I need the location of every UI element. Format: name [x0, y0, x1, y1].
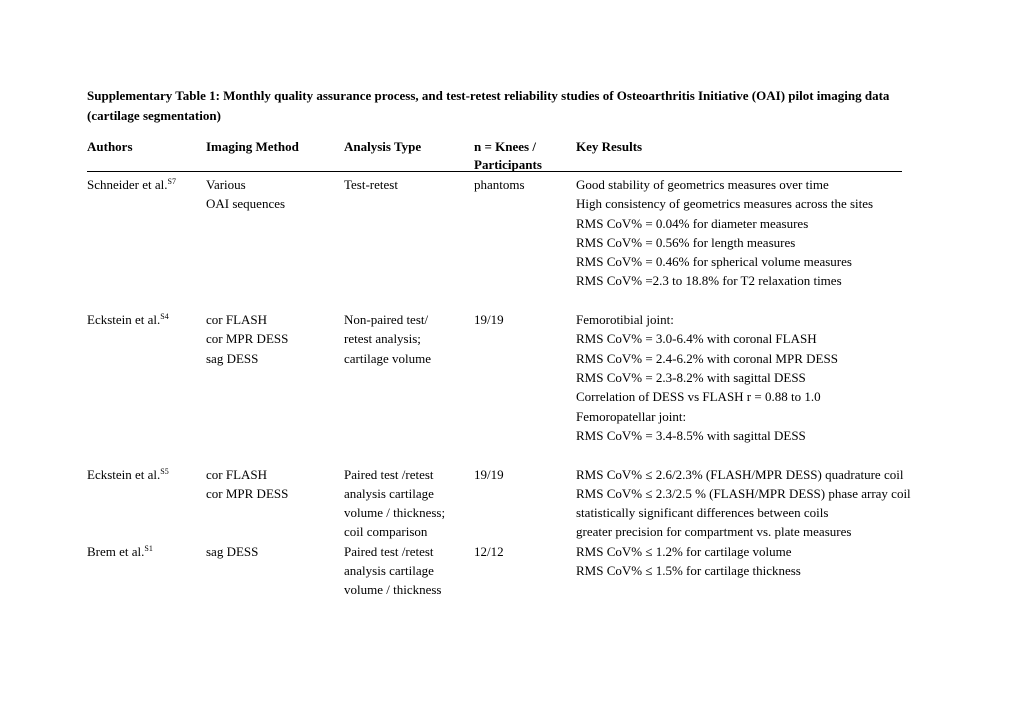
key-result-line: RMS CoV% ≤ 1.2% for cartilage volume: [576, 543, 792, 559]
reference-superscript: S7: [167, 177, 176, 186]
key-result-line: statistically significant differences between coils: [576, 505, 829, 521]
key-result-line: RMS CoV% ≤ 2.3/2.5 % (FLASH/MPR DESS) phase array coil: [576, 485, 911, 501]
key-result-line: RMS CoV% = 3.4-8.5% with sagittal DESS: [576, 427, 806, 443]
analysis-type-line: volume / thickness: [344, 582, 442, 598]
key-result-line: RMS CoV% ≤ 1.5% for cartilage thickness: [576, 562, 801, 578]
reference-superscript: S4: [160, 312, 169, 322]
imaging-method-cell: [206, 465, 288, 504]
key-result-line: RMS CoV% = 3.0-6.4% with coronal FLASH: [576, 331, 817, 347]
author-cell: [87, 542, 153, 561]
key-results-cell: [576, 310, 838, 445]
key-result-line: RMS CoV% = 0.46% for spherical volume measures: [576, 254, 852, 270]
analysis-type-line: cartilage volume: [344, 350, 431, 366]
key-result-line: RMS CoV% =2.3 to 18.8% for T2 relaxation times: [576, 273, 842, 289]
analysis-type-cell: [344, 175, 398, 194]
analysis-type-line: Paired test /retest: [344, 466, 434, 482]
imaging-method-cell: [206, 175, 285, 214]
key-results-cell: [576, 465, 911, 542]
analysis-type-line: Non-paired test/: [344, 312, 429, 328]
analysis-type-cell: [344, 310, 431, 368]
key-result-line: Good stability of geometrics measures over time: [576, 177, 829, 192]
key-result-line: RMS CoV% = 0.04% for diameter measures: [576, 215, 809, 231]
key-result-line: High consistency of geometrics measures across the sites: [576, 196, 874, 212]
key-results-cell: [576, 175, 873, 291]
imaging-method-line: cor FLASH: [206, 312, 268, 328]
n-knees-participants-cell: 12/12: [474, 543, 504, 559]
key-result-line: RMS CoV% ≤ 2.6/2.3% (FLASH/MPR DESS) quadrature coil: [576, 466, 904, 482]
key-result-line: RMS CoV% = 2.3-8.2% with sagittal DESS: [576, 369, 806, 385]
analysis-type-line: coil comparison: [344, 524, 428, 540]
author-cell: [87, 310, 169, 329]
reference-superscript: S1: [144, 543, 153, 553]
header-analysis-type: Analysis Type: [344, 139, 422, 154]
author-cell: [87, 175, 176, 194]
table-header: [0, 138, 1020, 174]
author-name: Schneider et al.: [87, 177, 168, 192]
imaging-method-line: sag DESS: [206, 350, 259, 366]
table-row: [0, 310, 1020, 445]
key-result-line: Femorotibial joint:: [576, 312, 674, 328]
analysis-type-line: Test-retest: [344, 177, 398, 192]
header-n-line1: n = Knees /: [474, 139, 536, 154]
key-results-cell: [576, 542, 801, 581]
imaging-method-line: Various: [206, 177, 246, 192]
imaging-method-line: cor FLASH: [206, 466, 268, 482]
imaging-method-line: OAI sequences: [206, 196, 286, 212]
header-rule: [87, 171, 902, 172]
n-knees-participants-cell: 19/19: [474, 312, 504, 328]
analysis-type-line: Paired test /retest: [344, 543, 434, 559]
header-imaging-method: Imaging Method: [206, 139, 299, 154]
key-result-line: Femoropatellar joint:: [576, 408, 687, 424]
n-knees-participants-cell: 19/19: [474, 466, 504, 482]
imaging-method-line: cor MPR DESS: [206, 331, 289, 347]
header-n-line2: Participants: [474, 157, 542, 172]
key-result-line: Correlation of DESS vs FLASH r = 0.88 to 1.0: [576, 389, 821, 405]
imaging-method-cell: [206, 310, 288, 368]
table-row: [0, 542, 1020, 600]
author-cell: [87, 465, 169, 484]
table-row: [0, 175, 1020, 291]
reference-superscript: S5: [160, 466, 169, 476]
table-row: [0, 465, 1020, 542]
imaging-method-cell: [206, 542, 258, 561]
key-result-line: RMS CoV% = 2.4-6.2% with coronal MPR DESS: [576, 350, 838, 366]
header-key-results: Key Results: [576, 139, 643, 154]
analysis-type-line: analysis cartilage: [344, 485, 434, 501]
analysis-type-cell: [344, 542, 442, 600]
imaging-method-line: cor MPR DESS: [206, 485, 289, 501]
key-result-line: greater precision for compartment vs. plate measures: [576, 524, 852, 540]
author-name: Eckstein et al.: [87, 312, 161, 328]
analysis-type-line: retest analysis;: [344, 331, 421, 347]
imaging-method-line: sag DESS: [206, 543, 259, 559]
table-caption: Supplementary Table 1: Monthly quality assurance process, and test-retest reliability studies of Osteoarthritis Initiative (OAI) pilot imaging data (cartilage segmentation): [87, 88, 890, 123]
n-knees-participants-cell: phantoms: [474, 177, 525, 192]
author-name: Eckstein et al.: [87, 466, 161, 482]
analysis-type-line: volume / thickness;: [344, 505, 446, 521]
author-name: Brem et al.: [87, 543, 145, 559]
analysis-type-cell: [344, 465, 445, 542]
key-result-line: RMS CoV% = 0.56% for length measures: [576, 234, 796, 250]
header-n-knees-participants: [474, 138, 542, 174]
header-authors: Authors: [87, 139, 133, 154]
analysis-type-line: analysis cartilage: [344, 562, 434, 578]
